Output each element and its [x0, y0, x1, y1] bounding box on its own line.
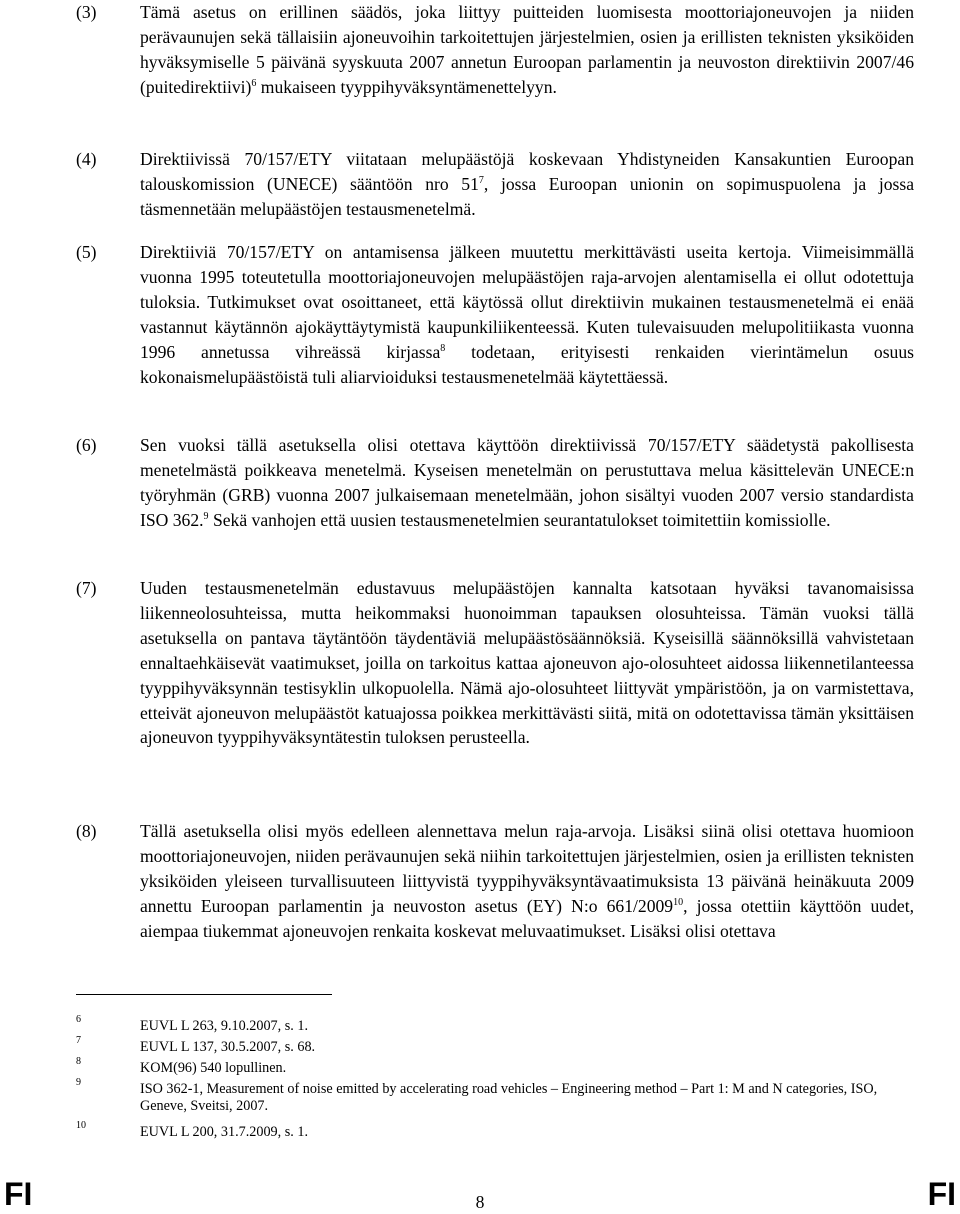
recital-text — [140, 819, 914, 944]
text-run: Sen vuoksi tällä asetuksella olisi otettava käyttöön direktiivissä 70/157/ETY säädetystä pakollisesta menetelmästä poikkeava menetelmä. Kyseisen menetelmän on perustuttava melua käsittelevän UNECE:n työryhmän (GRB) vuonna 2007 julkaisemaan menetelmään, johon sisältyi vuoden 2007 versio standardista ISO 362. — [140, 435, 914, 530]
footnote-text: EUVL L 137, 30.5.2007, s. 68. — [140, 1039, 316, 1055]
text-run: todetaan, erityisesti renkaiden vierintämelun osuus kokonaismelupäästöistä tuli aliarvioiduksi testausmenetelmää käytettäessä. — [140, 341, 914, 387]
recital-text — [140, 147, 914, 222]
recital-text — [140, 0, 914, 100]
footnote-number: 10 — [76, 1120, 86, 1131]
footnote-ref: 10 — [673, 896, 684, 908]
footnote-text: ISO 362-1, Measurement of noise emitted by accelerating road vehicles – Engineering method – Part 1: M and N categories, ISO, Geneve, Sveitsi, 2007. — [140, 1081, 878, 1114]
footnote-number: 6 — [76, 1014, 81, 1025]
footnote-text: KOM(96) 540 lopullinen. — [140, 1060, 287, 1076]
page-number: 8 — [475, 1192, 485, 1212]
footnote-separator — [76, 994, 332, 995]
footnote-ref: 6 — [251, 77, 257, 89]
footnote-number: 7 — [76, 1035, 81, 1046]
recital-number: (8) — [76, 821, 97, 841]
footer-language-right: FI — [927, 1176, 956, 1212]
text-run: , jossa Euroopan unionin on sopimuspuolena ja jossa täsmennetään melupäästöjen testausmenetelmä. — [140, 173, 915, 219]
footnote-number: 9 — [76, 1077, 81, 1088]
recital-number: (7) — [76, 578, 97, 598]
text-run: Direktiivissä 70/157/ETY viitataan melupäästöjä koskevaan Yhdistyneiden Kansakuntien Euroopan talouskomission (UNECE) sääntöön nro 51 — [140, 149, 914, 194]
recital-number: (5) — [76, 242, 97, 262]
text-run: Tämä asetus on erillinen säädös, joka liittyy puitteiden luomisesta moottoriajoneuvojen ja niiden perävaunujen sekä tällaisiin ajoneuvoihin tarkoitettujen järjestelmien, osien ja erillisten teknisten yksiköiden hyväksymiselle 5 päivänä syyskuuta 2007 annetun Euroopan parlamentin ja neuvoston direktiivin 2007/46 (puitedirektiivi) — [140, 2, 914, 97]
footnote-text: EUVL L 263, 9.10.2007, s. 1. — [140, 1018, 309, 1034]
text-run: Sekä vanhojen että uusien testausmenetelmien seurantatulokset toimitettiin komissiolle. — [208, 509, 831, 530]
footnote-ref: 8 — [440, 342, 446, 354]
recital-text — [140, 240, 914, 389]
text-run: Uuden testausmenetelmän edustavuus melupäästöjen kannalta katsotaan hyväksi tavanomaisissa liikenneolosuhteissa, mutta heikommaksi huonoimman tapauksen olosuhteissa. Tämän vuoksi tällä asetuksella on pantava täytäntöön täydentäviä melupäästösäännöksiä. Kyseisillä säännöksillä vahvistetaan ennaltaehkäisevät vaatimukset, joilla on tarkoitus kattaa ajoneuvon ajo-olosuhteet aidossa liikennetilanteessa tyyppihyväksynnän testisyklin ulkopuolella. Nämä ajo-olosuhteet liittyvät ympäristöön, ja on varmistettava, etteivät ajoneuvon melupäästöt katuajossa poikkea merkittävästi siitä, mitä on odotettavissa tämän yksittäisen ajoneuvon tyyppihyväksyntätestin tuloksen perusteella. — [140, 578, 914, 748]
footnote-number: 8 — [76, 1056, 81, 1067]
recital-number: (4) — [76, 149, 97, 169]
recital-number: (3) — [76, 2, 97, 22]
text-run: Direktiiviä 70/157/ETY on antamisensa jälkeen muutettu merkittävästi useita kertoja. Viimeisimmällä vuonna 1995 toteutetulla moottoriajoneuvojen melupäästöjen raja-arvojen alentamisella ei ollut odotettuja tuloksia. Tutkimukset ovat osoittaneet, että käytössä ollut direktiivin mukainen testausmenetelmä ei enää vastannut käytännön ajokäyttäytymistä kaupunkiliikenteessä. Kuten tulevaisuuden melupolitiikasta vuonna 1996 annetussa vihreässä kirjassa — [140, 242, 914, 362]
text-run: Tällä asetuksella olisi myös edelleen alennettava melun raja-arvoja. Lisäksi siinä olisi otettava huomioon moottoriajoneuvojen, niiden perävaunujen sekä niihin tarkoitettujen järjestelmien, osien ja erillisten teknisten yksiköiden yleiseen turvallisuuteen liittyvistä tyyppihyväksyntävaatimuksista 13 päivänä heinäkuuta 2009 annettu Euroopan parlamentin ja neuvoston asetus (EY) N:o 661/2009 — [140, 821, 914, 916]
recital-text — [140, 576, 914, 750]
footer-language-left: FI — [4, 1176, 33, 1212]
recital-number: (6) — [76, 435, 97, 455]
footnote-ref: 7 — [478, 174, 484, 186]
text-run: , jossa otettiin käyttöön uudet, aiempaa tiukemmat ajoneuvojen renkaita koskevat meluvaatimukset. Lisäksi olisi otettava — [140, 895, 914, 941]
footnote-text: EUVL L 200, 31.7.2009, s. 1. — [140, 1124, 309, 1140]
recital-text — [140, 433, 914, 533]
footnote-ref: 9 — [203, 510, 209, 522]
text-run: mukaiseen tyyppihyväksyntämenettelyyn. — [256, 76, 557, 97]
